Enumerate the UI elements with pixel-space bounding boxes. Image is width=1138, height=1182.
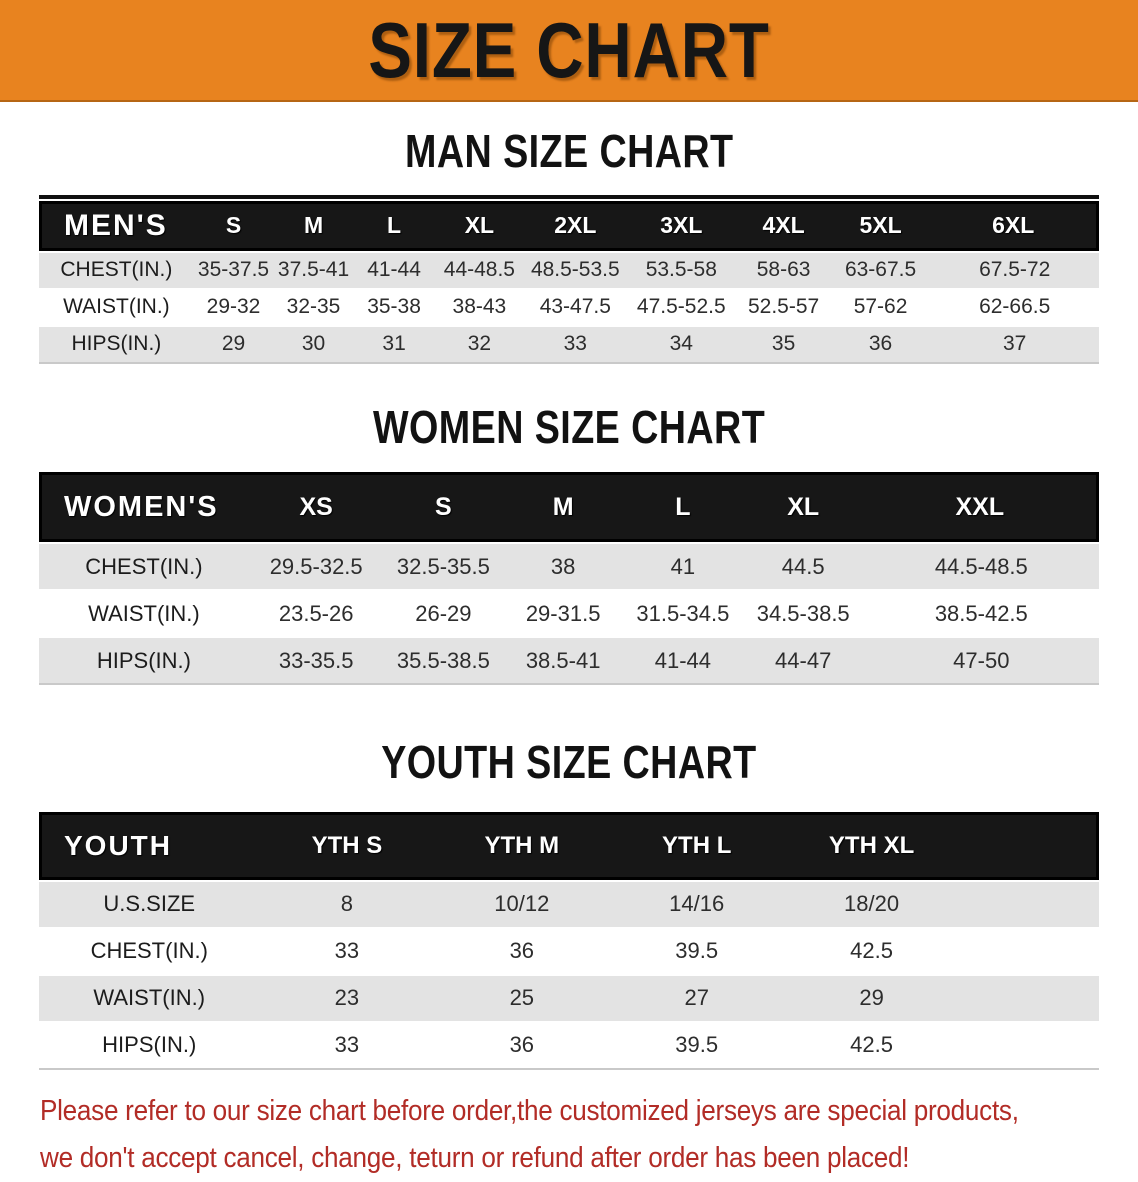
row-label: CHEST(IN.) (39, 542, 249, 589)
men-chest-row (39, 251, 1099, 288)
table-cell: 35-38 (354, 288, 435, 325)
men-column-header: XL (434, 201, 524, 251)
women-waist-row (39, 589, 1099, 636)
table-cell: 8 (259, 880, 434, 927)
women-section (0, 402, 1138, 686)
table-cell: 53.5-58 (626, 251, 736, 288)
women-column-header: S (383, 472, 503, 542)
men-column-header: 6XL (930, 201, 1099, 251)
men-size-table (39, 201, 1099, 364)
men-column-header: S (194, 201, 273, 251)
table-cell: 38 (503, 542, 623, 589)
youth-group-label: YOUTH (39, 812, 259, 880)
table-cell: 35 (736, 325, 830, 362)
table-cell-spacer (959, 1021, 1099, 1068)
row-label: WAIST(IN.) (39, 974, 259, 1021)
youth-column-header: YTH M (434, 812, 609, 880)
table-cell: 37.5-41 (273, 251, 354, 288)
youth-section-heading (0, 737, 1138, 788)
table-cell: 42.5 (784, 1021, 959, 1068)
men-section-heading (0, 126, 1138, 177)
table-cell: 38.5-41 (503, 636, 623, 683)
row-label: CHEST(IN.) (39, 251, 194, 288)
table-cell: 36 (831, 325, 931, 362)
youth-column-header: YTH L (609, 812, 784, 880)
table-cell: 10/12 (434, 880, 609, 927)
table-cell: 57-62 (831, 288, 931, 325)
table-cell: 35-37.5 (194, 251, 273, 288)
table-cell: 18/20 (784, 880, 959, 927)
table-cell: 39.5 (609, 1021, 784, 1068)
men-hips-row (39, 325, 1099, 362)
table-cell: 36 (434, 1021, 609, 1068)
women-size-table (39, 472, 1099, 685)
table-cell: 14/16 (609, 880, 784, 927)
banner (0, 0, 1138, 102)
table-cell: 37 (930, 325, 1099, 362)
table-cell: 41-44 (354, 251, 435, 288)
youth-column-header: YTH XL (784, 812, 959, 880)
men-waist-row (39, 288, 1099, 325)
row-label: CHEST(IN.) (39, 927, 259, 974)
youth-section (0, 737, 1138, 1070)
men-group-label: MEN'S (39, 201, 194, 251)
table-cell: 34.5-38.5 (743, 589, 864, 636)
table-cell: 33 (259, 1021, 434, 1068)
table-cell: 26-29 (383, 589, 503, 636)
table-cell: 44.5 (743, 542, 864, 589)
table-cell: 44.5-48.5 (864, 542, 1099, 589)
table-cell: 58-63 (736, 251, 830, 288)
men-section-heading-text: MAN SIZE CHART (404, 125, 734, 177)
table-cell: 48.5-53.5 (524, 251, 626, 288)
table-cell: 31 (354, 325, 435, 362)
men-column-header: M (273, 201, 354, 251)
women-column-header: L (623, 472, 743, 542)
table-cell: 42.5 (784, 927, 959, 974)
table-cell: 43-47.5 (524, 288, 626, 325)
men-header-row (39, 201, 1099, 251)
table-cell: 36 (434, 927, 609, 974)
table-cell: 33 (524, 325, 626, 362)
table-cell-spacer (959, 974, 1099, 1021)
table-cell: 47-50 (864, 636, 1099, 683)
women-section-heading (0, 402, 1138, 453)
table-cell: 25 (434, 974, 609, 1021)
youth-size-table (39, 812, 1099, 1070)
table-cell: 32 (434, 325, 524, 362)
men-column-header: 3XL (626, 201, 736, 251)
women-column-header: M (503, 472, 623, 542)
row-label: HIPS(IN.) (39, 636, 249, 683)
women-column-header: XS (249, 472, 384, 542)
youth-section-heading-text: YOUTH SIZE CHART (381, 736, 757, 789)
disclaimer-line-2: we don't accept cancel, change, teturn or refund after order has been placed! (40, 1141, 910, 1174)
youth-ussize-row (39, 880, 1099, 927)
table-cell: 29 (194, 325, 273, 362)
table-cell: 44-47 (743, 636, 864, 683)
table-cell: 29 (784, 974, 959, 1021)
table-cell: 29-32 (194, 288, 273, 325)
table-cell: 33 (259, 927, 434, 974)
youth-chest-row (39, 927, 1099, 974)
men-column-header: 4XL (736, 201, 830, 251)
men-column-header: 5XL (831, 201, 931, 251)
women-group-label: WOMEN'S (39, 472, 249, 542)
table-cell: 33-35.5 (249, 636, 384, 683)
table-cell-spacer (959, 880, 1099, 927)
row-label: WAIST(IN.) (39, 288, 194, 325)
men-column-header: L (354, 201, 435, 251)
table-cell: 32-35 (273, 288, 354, 325)
table-cell: 31.5-34.5 (623, 589, 743, 636)
table-cell: 52.5-57 (736, 288, 830, 325)
women-hips-row (39, 636, 1099, 683)
men-column-header: 2XL (524, 201, 626, 251)
table-cell: 29.5-32.5 (249, 542, 384, 589)
row-label: HIPS(IN.) (39, 325, 194, 362)
youth-column-header: YTH S (259, 812, 434, 880)
women-chest-row (39, 542, 1099, 589)
disclaimer-note (0, 1088, 1138, 1182)
table-cell: 41 (623, 542, 743, 589)
youth-header-row (39, 812, 1099, 880)
disclaimer-line-1: Please refer to our size chart before order,the customized jerseys are special products, (40, 1094, 1019, 1127)
women-section-heading-text: WOMEN SIZE CHART (372, 400, 766, 453)
table-cell: 29-31.5 (503, 589, 623, 636)
row-label: WAIST(IN.) (39, 589, 249, 636)
men-table-wrapper (39, 195, 1099, 364)
table-cell: 41-44 (623, 636, 743, 683)
table-cell-spacer (959, 927, 1099, 974)
women-column-header: XXL (864, 472, 1099, 542)
men-section (0, 126, 1138, 364)
table-cell: 23 (259, 974, 434, 1021)
table-cell: 63-67.5 (831, 251, 931, 288)
women-column-header: XL (743, 472, 864, 542)
table-cell: 34 (626, 325, 736, 362)
table-cell: 38-43 (434, 288, 524, 325)
row-label: U.S.SIZE (39, 880, 259, 927)
table-cell: 67.5-72 (930, 251, 1099, 288)
table-cell: 27 (609, 974, 784, 1021)
table-cell: 44-48.5 (434, 251, 524, 288)
table-cell: 23.5-26 (249, 589, 384, 636)
row-label: HIPS(IN.) (39, 1021, 259, 1068)
table-cell: 47.5-52.5 (626, 288, 736, 325)
women-header-row (39, 472, 1099, 542)
youth-header-spacer (959, 812, 1099, 880)
table-cell: 39.5 (609, 927, 784, 974)
table-cell: 35.5-38.5 (383, 636, 503, 683)
table-cell: 30 (273, 325, 354, 362)
youth-waist-row (39, 974, 1099, 1021)
table-cell: 32.5-35.5 (383, 542, 503, 589)
youth-hips-row (39, 1021, 1099, 1068)
table-cell: 62-66.5 (930, 288, 1099, 325)
banner-title: SIZE CHART (368, 6, 770, 94)
table-cell: 38.5-42.5 (864, 589, 1099, 636)
